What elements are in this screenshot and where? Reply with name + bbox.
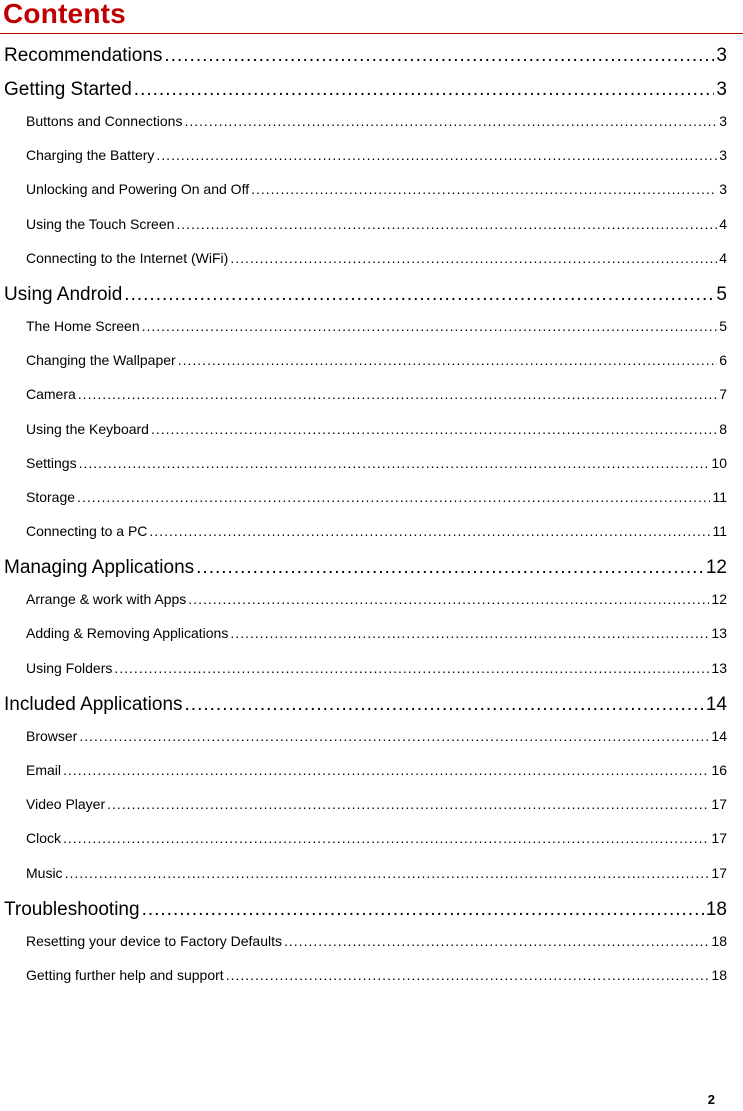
toc-entry-label: Changing the Wallpaper <box>26 352 176 369</box>
toc-section-entry[interactable] <box>0 830 727 864</box>
toc-entry-page-number: 5 <box>719 317 727 334</box>
toc-entry-label: Camera <box>26 386 76 403</box>
toc-entry-page-number: 11 <box>712 523 727 540</box>
toc-section-entry[interactable] <box>0 591 727 625</box>
toc-dot-leader <box>196 557 704 579</box>
toc-dot-leader <box>251 181 717 197</box>
toc-entry-page-number: 4 <box>719 249 727 266</box>
toc-section-entry[interactable] <box>0 421 727 455</box>
toc-section-entry[interactable] <box>0 455 727 489</box>
toc-chapter-entry[interactable] <box>0 45 727 79</box>
toc-section-entry[interactable] <box>0 933 727 967</box>
page-number: 2 <box>707 1092 715 1107</box>
toc-dot-leader <box>79 455 710 471</box>
toc-chapter-entry[interactable] <box>0 557 727 591</box>
toc-entry-label: Adding & Removing Applications <box>26 625 229 642</box>
toc-dot-leader <box>230 250 717 266</box>
toc-entry-page-number: 18 <box>711 932 727 949</box>
toc-section-entry[interactable] <box>0 147 727 181</box>
toc-dot-leader <box>79 728 709 744</box>
toc-section-entry[interactable] <box>0 967 727 1001</box>
toc-dot-leader <box>178 352 718 368</box>
toc-entry-label: Clock <box>26 830 62 847</box>
toc-entry-label: Connecting to a PC <box>26 523 148 540</box>
toc-entry-label: Storage <box>26 488 76 505</box>
toc-dot-leader <box>107 796 709 812</box>
toc-entry-label: Unlocking and Powering On and Off <box>26 181 250 198</box>
toc-entry-page-number: 8 <box>719 420 727 437</box>
toc-dot-leader <box>65 865 710 881</box>
toc-entry-page-number: 3 <box>719 113 727 129</box>
title-divider <box>0 33 743 34</box>
toc-entry-page-number: 3 <box>716 45 727 66</box>
toc-entry-page-number: 17 <box>711 796 727 813</box>
toc-entry-label: Using the Keyboard <box>26 420 149 437</box>
toc-dot-leader <box>284 933 709 949</box>
toc-entry-label: Settings <box>26 454 77 471</box>
toc-entry-page-number: 12 <box>705 557 727 579</box>
toc-dot-leader <box>78 386 717 402</box>
toc-section-entry[interactable] <box>0 865 727 899</box>
toc-section-entry[interactable] <box>0 113 727 147</box>
toc-section-entry[interactable] <box>0 660 727 694</box>
toc-dot-leader <box>226 967 710 983</box>
toc-dot-leader <box>124 284 714 306</box>
toc-entry-label: Music <box>26 864 63 881</box>
toc-entry-label: Browser <box>26 727 78 744</box>
toc-entry-label: Managing Applications <box>4 557 195 579</box>
toc-dot-leader <box>185 694 704 716</box>
toc-chapter-entry[interactable] <box>0 694 727 728</box>
toc-entry-page-number: 13 <box>711 625 727 642</box>
toc-section-entry[interactable] <box>0 762 727 796</box>
toc-entry-page-number: 6 <box>719 352 727 369</box>
toc-dot-leader <box>77 489 710 505</box>
toc-entry-page-number: 11 <box>712 488 727 505</box>
toc-dot-leader <box>63 830 709 846</box>
toc-dot-leader <box>188 591 709 607</box>
toc-entry-label: Using Android <box>4 283 123 305</box>
toc-section-entry[interactable] <box>0 625 727 659</box>
toc-entry-label: The Home Screen <box>26 317 140 334</box>
toc-entry-page-number: 3 <box>716 79 727 100</box>
toc-dot-leader <box>151 421 717 437</box>
toc-dot-leader <box>184 113 717 129</box>
toc-section-entry[interactable] <box>0 181 727 215</box>
toc-entry-label: Buttons and Connections <box>26 113 183 129</box>
toc-entry-label: Getting Started <box>4 79 132 100</box>
toc-section-entry[interactable] <box>0 523 727 557</box>
table-of-contents <box>0 45 727 1001</box>
toc-dot-leader <box>156 147 717 163</box>
toc-entry-label: Included Applications <box>4 693 183 715</box>
toc-entry-page-number: 14 <box>711 727 727 744</box>
toc-entry-page-number: 7 <box>719 386 727 403</box>
toc-chapter-entry[interactable] <box>0 899 727 933</box>
toc-entry-label: Charging the Battery <box>26 147 155 164</box>
toc-chapter-entry[interactable] <box>0 79 727 113</box>
toc-section-entry[interactable] <box>0 728 727 762</box>
toc-entry-page-number: 18 <box>711 966 727 983</box>
toc-entry-label: Using the Touch Screen <box>26 215 175 232</box>
toc-dot-leader <box>164 45 714 67</box>
toc-entry-label: Resetting your device to Factory Defaults <box>26 932 283 949</box>
toc-section-entry[interactable] <box>0 489 727 523</box>
toc-entry-label: Using Folders <box>26 659 113 676</box>
toc-entry-label: Getting further help and support <box>26 966 224 983</box>
toc-entry-label: Troubleshooting <box>4 898 140 920</box>
toc-section-entry[interactable] <box>0 216 727 250</box>
toc-entry-page-number: 3 <box>719 181 727 198</box>
toc-dot-leader <box>63 762 709 778</box>
toc-entry-page-number: 13 <box>711 659 727 676</box>
toc-dot-leader <box>114 660 709 676</box>
toc-section-entry[interactable] <box>0 796 727 830</box>
toc-entry-page-number: 10 <box>711 454 727 471</box>
toc-dot-leader <box>142 899 704 921</box>
toc-entry-label: Recommendations <box>4 45 163 66</box>
toc-dot-leader <box>134 79 715 101</box>
toc-dot-leader <box>176 216 717 232</box>
toc-entry-page-number: 17 <box>711 864 727 881</box>
toc-entry-page-number: 5 <box>716 283 727 305</box>
toc-dot-leader <box>142 318 718 334</box>
toc-entry-page-number: 17 <box>711 830 727 847</box>
toc-section-entry[interactable] <box>0 386 727 420</box>
toc-entry-label: Arrange & work with Apps <box>26 591 187 608</box>
toc-entry-label: Connecting to the Internet (WiFi) <box>26 249 229 266</box>
toc-entry-page-number: 12 <box>711 591 727 608</box>
page-title: Contents <box>3 0 126 29</box>
toc-entry-page-number: 4 <box>719 215 727 232</box>
toc-section-entry[interactable] <box>0 250 727 284</box>
toc-entry-page-number: 18 <box>705 898 727 920</box>
toc-chapter-entry[interactable] <box>0 284 727 318</box>
toc-entry-page-number: 14 <box>705 693 727 715</box>
toc-entry-label: Video Player <box>26 796 106 813</box>
toc-entry-page-number: 3 <box>719 147 727 164</box>
toc-entry-label: Email <box>26 762 62 778</box>
toc-section-entry[interactable] <box>0 352 727 386</box>
toc-dot-leader <box>149 523 710 539</box>
toc-section-entry[interactable] <box>0 318 727 352</box>
toc-entry-page-number: 16 <box>711 762 727 778</box>
toc-dot-leader <box>230 625 709 641</box>
